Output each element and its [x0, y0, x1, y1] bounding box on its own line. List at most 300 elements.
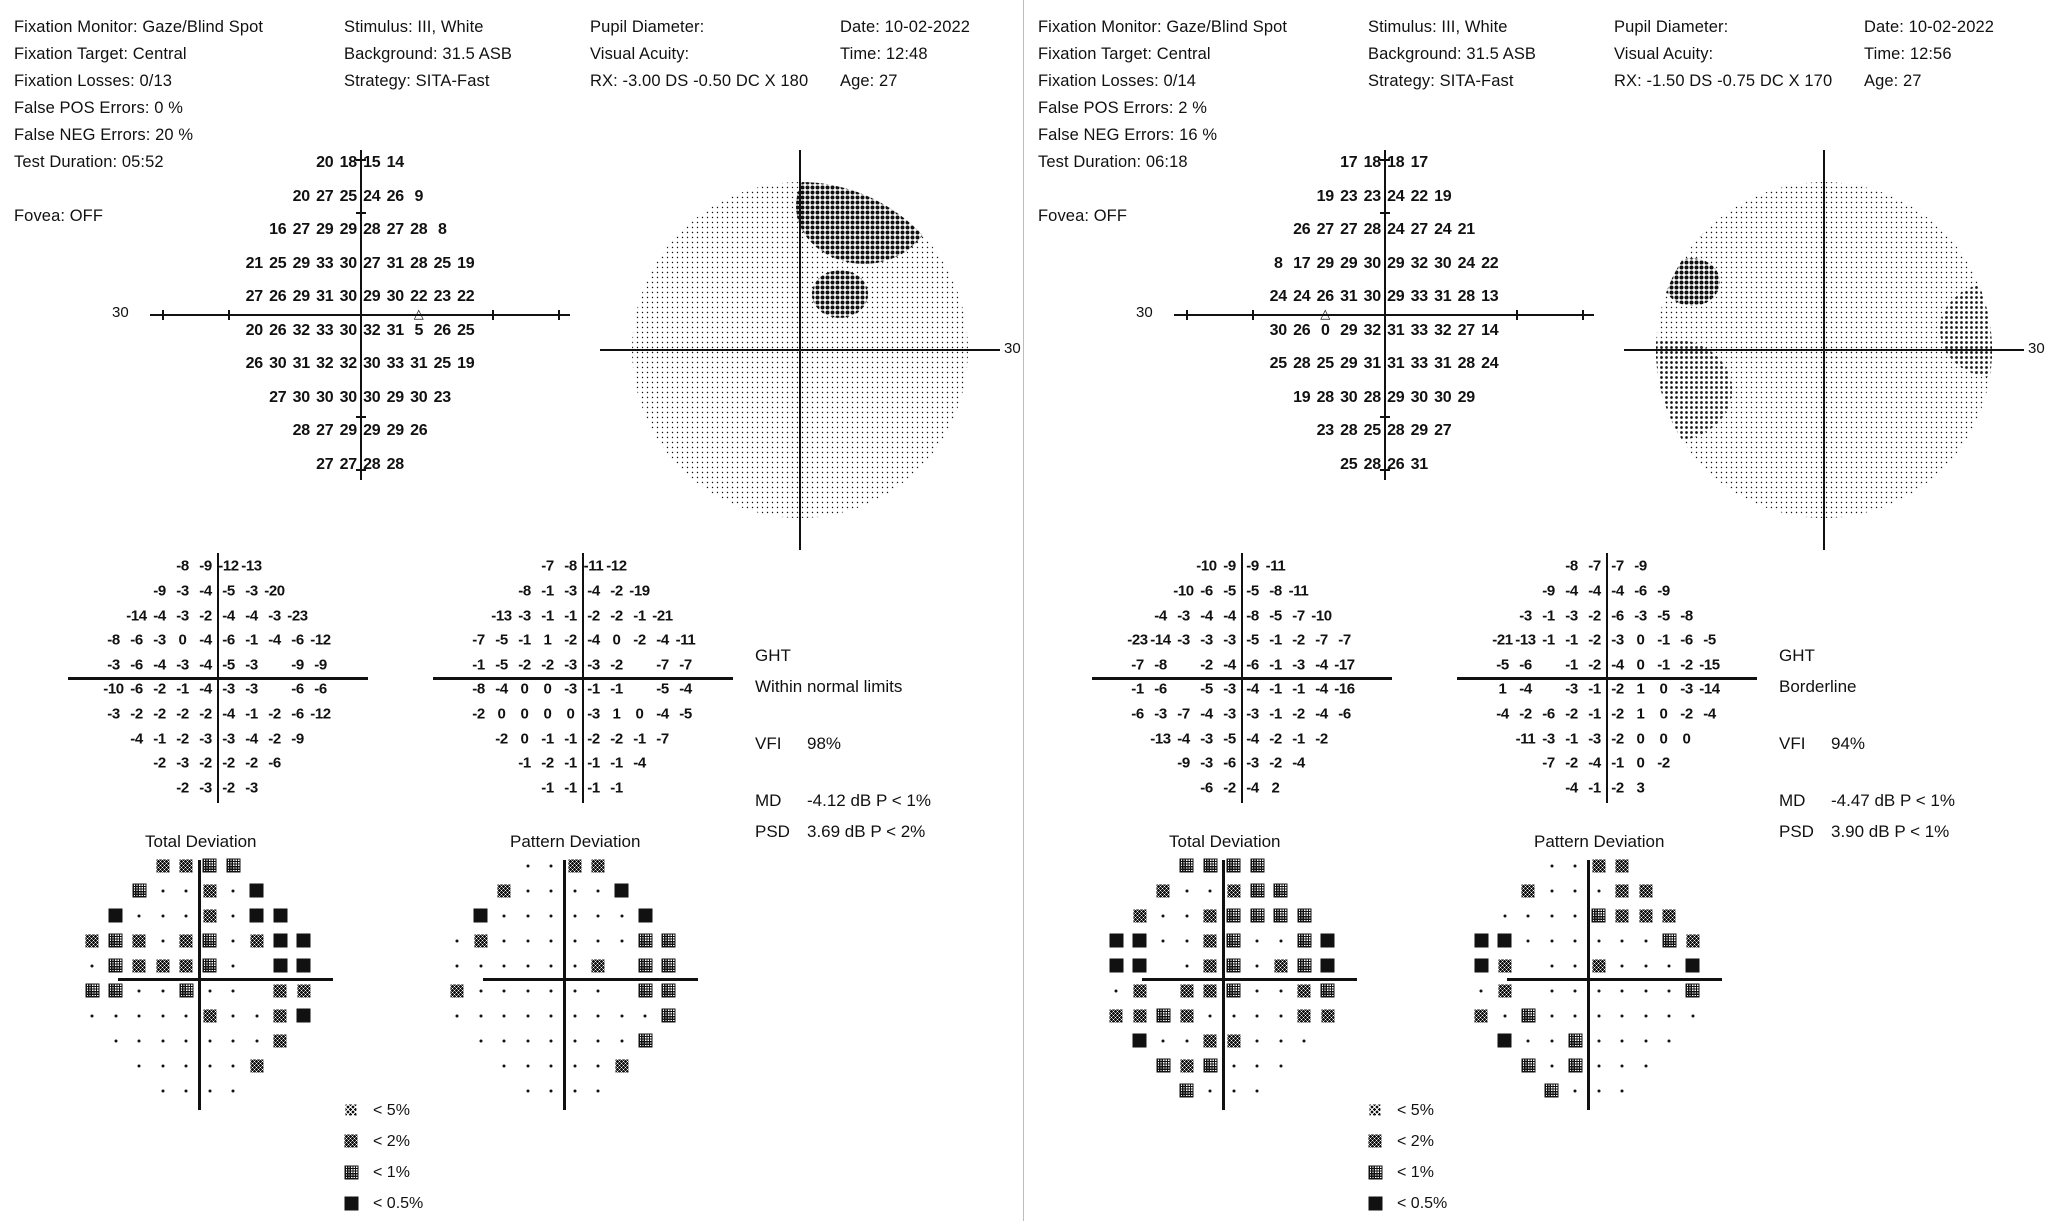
- deviation-value: -11: [1288, 582, 1309, 600]
- deviation-value: -4: [1519, 680, 1532, 698]
- sensitivity-value: 28: [292, 422, 310, 440]
- probability-symbol-dot: [1614, 932, 1631, 949]
- header-line: Fixation Losses: 0/13: [14, 72, 173, 90]
- probability-symbol-dot: [1543, 1007, 1560, 1024]
- probability-symbol-p1: [178, 982, 195, 999]
- deviation-value: -4: [1588, 754, 1601, 772]
- probability-horizontal-axis: [1142, 978, 1357, 981]
- psd-value: 3.69 dB P < 2%: [807, 822, 926, 841]
- probability-symbol-p2: [1131, 982, 1148, 999]
- probability-symbol-dot: [613, 1032, 630, 1049]
- pattern-deviation-numbers: [433, 553, 733, 803]
- deviation-value: -5: [1246, 582, 1259, 600]
- deviation-value: -2: [1611, 680, 1624, 698]
- sensitivity-value: 27: [1340, 221, 1358, 239]
- horizontal-meridian-axis: [150, 314, 570, 316]
- header-line: False POS Errors: 2 %: [1038, 99, 1207, 117]
- axis-tick-horizontal: [1252, 310, 1254, 320]
- sensitivity-value: 30: [363, 355, 381, 373]
- sensitivity-value: 24: [1293, 288, 1311, 306]
- sensitivity-value: 14: [1481, 321, 1499, 339]
- deviation-value: -1: [1269, 705, 1282, 723]
- probability-symbol-p05: [107, 907, 124, 924]
- probability-symbol-p1: [1202, 1057, 1219, 1074]
- deviation-value: -2: [472, 705, 485, 723]
- deviation-value: -2: [222, 754, 235, 772]
- deviation-value: -23: [287, 607, 308, 624]
- legend-label: < 5%: [373, 1101, 410, 1119]
- axis-tick-horizontal: [162, 310, 164, 320]
- probability-symbol-dot: [154, 882, 171, 899]
- probability-symbol-p05: [1496, 932, 1513, 949]
- probability-symbol-dot: [472, 1007, 489, 1024]
- deviation-value: -3: [222, 730, 235, 747]
- deviation-value: 0: [1659, 730, 1668, 747]
- sensitivity-value: 26: [1293, 321, 1311, 339]
- probability-symbol-p1: [637, 1032, 654, 1049]
- sensitivity-value: 32: [292, 321, 310, 339]
- probability-symbol-dot: [519, 857, 536, 874]
- probability-symbol-dot: [1225, 1057, 1242, 1074]
- deviation-value: -12: [310, 705, 331, 723]
- deviation-value: -7: [541, 557, 554, 575]
- deviation-value: -8: [564, 557, 577, 575]
- probability-symbol-dot: [519, 1032, 536, 1049]
- deviation-value: -10: [1173, 582, 1194, 600]
- deviation-horizontal-axis: [433, 677, 733, 680]
- deviation-value: -3: [1223, 631, 1236, 649]
- probability-symbol-dot: [178, 1032, 195, 1049]
- deviation-value: -11: [675, 631, 696, 649]
- sensitivity-value: 32: [363, 321, 381, 339]
- probability-symbol-p1: [1567, 1057, 1584, 1074]
- probability-symbol-dot: [201, 1082, 218, 1099]
- deviation-value: -1: [245, 631, 258, 649]
- header-line: Date: 10-02-2022: [1864, 18, 1995, 36]
- deviation-value: -21: [1492, 631, 1513, 649]
- axis-label-30: 30: [1136, 304, 1153, 321]
- total-deviation-symbol-plot: [1142, 860, 1422, 1110]
- probability-symbol-dot: [1496, 1007, 1513, 1024]
- sensitivity-value: 25: [339, 187, 357, 205]
- sensitivity-value: 19: [1434, 187, 1452, 205]
- probability-symbol-p05: [248, 882, 265, 899]
- axis-label-30: 30: [112, 304, 129, 321]
- probability-symbol-dot: [590, 932, 607, 949]
- sensitivity-value: 30: [269, 355, 287, 373]
- probability-symbol-p2: [131, 957, 148, 974]
- deviation-value: -4: [153, 656, 166, 674]
- deviation-horizontal-axis: [1457, 677, 1757, 680]
- header-line: Fixation Target: Central: [14, 45, 187, 63]
- deviation-value: -2: [268, 730, 281, 747]
- sensitivity-value: 31: [1340, 288, 1358, 306]
- legend-symbol-glyph: [1367, 1102, 1384, 1119]
- probability-symbol-dot: [1543, 1057, 1560, 1074]
- deviation-value: -13: [241, 557, 262, 575]
- deviation-value: -10: [103, 680, 124, 698]
- deviation-value: -3: [107, 656, 120, 674]
- sensitivity-value: 30: [1363, 254, 1381, 272]
- deviation-value: -10: [1311, 607, 1332, 624]
- probability-symbol-dot: [1567, 1007, 1584, 1024]
- header-line: Time: 12:56: [1864, 45, 1952, 63]
- deviation-value: -2: [153, 680, 166, 698]
- probability-symbol-dot: [1590, 982, 1607, 999]
- probability-vertical-axis: [1222, 860, 1225, 1110]
- deviation-value: -2: [1611, 779, 1624, 797]
- header-column-col2: [1368, 14, 1536, 95]
- probability-symbol-dot: [543, 932, 560, 949]
- probability-symbol-dot: [84, 957, 101, 974]
- probability-symbol-dot: [1614, 982, 1631, 999]
- probability-symbol-dot: [154, 982, 171, 999]
- probability-symbol-dot: [1473, 982, 1490, 999]
- grayscale-map: [1624, 150, 2045, 550]
- deviation-value: -2: [1680, 705, 1693, 723]
- deviation-value: -4: [222, 607, 235, 624]
- probability-symbol-dot: [248, 1007, 265, 1024]
- probability-symbol-dot: [566, 907, 583, 924]
- probability-symbol-dot: [1637, 1007, 1654, 1024]
- deviation-value: -2: [495, 730, 508, 747]
- deviation-value: 2: [1271, 779, 1280, 797]
- deviation-value: 0: [520, 730, 529, 747]
- deviation-value: -1: [610, 779, 623, 797]
- probability-symbol-dot: [178, 1057, 195, 1074]
- deviation-value: -7: [1588, 557, 1601, 575]
- deviation-value: -2: [610, 656, 623, 674]
- probability-symbol-dot: [1225, 1082, 1242, 1099]
- probability-symbol-dot: [1225, 1007, 1242, 1024]
- probability-symbol-dot: [154, 907, 171, 924]
- probability-symbol-p2: [1684, 932, 1701, 949]
- header-line: Fixation Monitor: Gaze/Blind Spot: [1038, 18, 1288, 36]
- sensitivity-value: 30: [339, 388, 357, 406]
- deviation-value: -1: [1657, 631, 1670, 649]
- md: [755, 785, 931, 816]
- probability-symbol-dot: [154, 1032, 171, 1049]
- sensitivity-value: 29: [1316, 254, 1334, 272]
- sensitivity-value: 27: [245, 288, 263, 306]
- probability-symbol-dot: [1543, 957, 1560, 974]
- sensitivity-value: 28: [363, 455, 381, 473]
- deviation-value: -4: [1703, 705, 1716, 723]
- probability-symbol-p1: [1590, 907, 1607, 924]
- deviation-value: -2: [1200, 656, 1213, 674]
- probability-symbol-dot: [1202, 1007, 1219, 1024]
- deviation-value: -3: [1292, 656, 1305, 674]
- sensitivity-value: 19: [457, 254, 475, 272]
- probability-symbol-p2: [1225, 1032, 1242, 1049]
- deviation-value: -1: [1269, 656, 1282, 674]
- deviation-value: -8: [1154, 656, 1167, 674]
- probability-symbol-p05: [248, 907, 265, 924]
- deviation-value: -4: [1246, 730, 1259, 747]
- sensitivity-value: 30: [1340, 388, 1358, 406]
- deviation-value: -5: [1703, 631, 1716, 649]
- probability-symbol-p1: [1249, 907, 1266, 924]
- deviation-value: -2: [1588, 631, 1601, 649]
- probability-symbol-p05: [272, 957, 289, 974]
- deviation-value: -8: [472, 680, 485, 698]
- probability-symbol-p1: [1155, 1007, 1172, 1024]
- probability-symbol-p05: [295, 932, 312, 949]
- legend-row: [342, 1157, 423, 1188]
- deviation-value: -3: [153, 631, 166, 649]
- probability-symbol-dot: [201, 1057, 218, 1074]
- deviation-value: -3: [222, 680, 235, 698]
- deviation-value: -6: [1223, 754, 1236, 772]
- deviation-value: -4: [1200, 705, 1213, 723]
- legend-symbol-p05: [1366, 1195, 1388, 1212]
- sensitivity-value: 27: [316, 455, 334, 473]
- sensitivity-value: 29: [292, 254, 310, 272]
- probability-symbol-dot: [1202, 1082, 1219, 1099]
- sensitivity-value: 30: [1363, 288, 1381, 306]
- sensitivity-value: 31: [1387, 321, 1405, 339]
- probability-symbol-dot: [225, 1082, 242, 1099]
- total-deviation-title: Total Deviation: [1169, 832, 1281, 851]
- probability-symbol-p1: [1225, 932, 1242, 949]
- probability-symbol-p2: [1296, 1007, 1313, 1024]
- vfi-label: VFI: [755, 734, 782, 753]
- probability-symbol-dot: [566, 882, 583, 899]
- sensitivity-value: 26: [1387, 455, 1405, 473]
- axis-tick-vertical: [356, 416, 366, 418]
- deviation-value: -12: [606, 557, 627, 575]
- sensitivity-value: 33: [1410, 321, 1428, 339]
- deviation-value: -14: [1699, 680, 1720, 698]
- probability-symbol-p2: [201, 882, 218, 899]
- blind-spot-marker: △: [413, 306, 424, 321]
- deviation-value: -1: [1292, 680, 1305, 698]
- probability-symbol-dot: [1249, 1057, 1266, 1074]
- axis-tick-horizontal: [1186, 310, 1188, 320]
- sensitivity-value: 27: [1457, 321, 1475, 339]
- sensitivity-value: 32: [339, 355, 357, 373]
- deviation-value: -2: [199, 607, 212, 624]
- probability-symbol-p2: [1520, 882, 1537, 899]
- probability-symbol-dot: [1272, 932, 1289, 949]
- sensitivity-value: 29: [339, 422, 357, 440]
- deviation-value: -3: [1200, 631, 1213, 649]
- probability-symbol-dot: [1567, 1082, 1584, 1099]
- deviation-value: -4: [656, 631, 669, 649]
- probability-symbol-dot: [1178, 957, 1195, 974]
- probability-symbol-dot: [1590, 1032, 1607, 1049]
- deviation-value: -13: [491, 607, 512, 624]
- sensitivity-value: 26: [433, 321, 451, 339]
- deviation-value: 0: [543, 705, 552, 723]
- deviation-value: -9: [1177, 754, 1190, 772]
- probability-symbol-dot: [131, 1007, 148, 1024]
- probability-symbol-dot: [1520, 907, 1537, 924]
- ght-label: GHT: [1779, 646, 1815, 665]
- sensitivity-value: 17: [1293, 254, 1311, 272]
- header-line: Background: 31.5 ASB: [344, 45, 513, 63]
- header-line: RX: -1.50 DS -0.75 DC X 170: [1614, 72, 1833, 90]
- probability-symbol-p2: [1131, 1007, 1148, 1024]
- probability-symbol-dot: [154, 932, 171, 949]
- sensitivity-value: 31: [1434, 355, 1452, 373]
- legend-symbol-glyph: [343, 1195, 360, 1212]
- probability-symbol-dot: [613, 932, 630, 949]
- probability-horizontal-axis: [483, 978, 698, 981]
- probability-symbol-dot: [519, 982, 536, 999]
- deviation-value: -2: [1588, 607, 1601, 624]
- probability-symbol-dot: [1614, 1057, 1631, 1074]
- probability-symbol-dot: [543, 1057, 560, 1074]
- deviation-value: -9: [1634, 557, 1647, 575]
- probability-symbol-dot: [543, 982, 560, 999]
- deviation-value: -4: [1315, 680, 1328, 698]
- probability-symbol-p05: [1684, 957, 1701, 974]
- legend-symbol-glyph: [343, 1164, 360, 1181]
- probability-symbol-p2: [1202, 1032, 1219, 1049]
- probability-symbol-p1: [107, 932, 124, 949]
- probability-symbol-p2: [154, 857, 171, 874]
- probability-symbol-p2: [201, 1007, 218, 1024]
- deviation-value: -5: [1200, 680, 1213, 698]
- probability-symbol-p1: [1202, 857, 1219, 874]
- probability-symbol-p05: [272, 907, 289, 924]
- deviation-value: -8: [1680, 607, 1693, 624]
- probability-symbol-p1: [660, 1007, 677, 1024]
- probability-symbol-dot: [1590, 1057, 1607, 1074]
- probability-symbol-p1: [1319, 982, 1336, 999]
- sensitivity-value: 22: [1410, 187, 1428, 205]
- sensitivity-value: 29: [1340, 355, 1358, 373]
- probability-symbol-p1: [1661, 932, 1678, 949]
- sensitivity-value: 26: [386, 187, 404, 205]
- probability-symbol-dot: [543, 907, 560, 924]
- deviation-value: -3: [176, 582, 189, 600]
- probability-symbol-p2: [566, 857, 583, 874]
- deviation-value: -7: [656, 656, 669, 674]
- deviation-value: -6: [291, 705, 304, 723]
- probability-symbol-dot: [1249, 957, 1266, 974]
- psd: [755, 816, 931, 847]
- deviation-value: -3: [1200, 754, 1213, 772]
- probability-symbol-p05: [613, 882, 630, 899]
- probability-symbol-dot: [1520, 932, 1537, 949]
- probability-symbol-p1: [201, 957, 218, 974]
- deviation-value: -5: [495, 631, 508, 649]
- probability-symbol-p2: [1155, 882, 1172, 899]
- deviation-value: -8: [518, 582, 531, 600]
- deviation-value: -1: [1588, 705, 1601, 723]
- deviation-value: -6: [1246, 656, 1259, 674]
- deviation-value: -3: [245, 680, 258, 698]
- sensitivity-value: 30: [363, 388, 381, 406]
- deviation-value: -1: [587, 680, 600, 698]
- sensitivity-value: 31: [1434, 288, 1452, 306]
- legend-label: < 1%: [373, 1163, 410, 1181]
- deviation-value: -2: [176, 730, 189, 747]
- sensitivity-value: 18: [1363, 154, 1381, 172]
- deviation-value: 0: [1636, 656, 1645, 674]
- deviation-value: -4: [633, 754, 646, 772]
- probability-symbol-dot: [1661, 957, 1678, 974]
- deviation-value: -6: [1680, 631, 1693, 649]
- sensitivity-value: 25: [457, 321, 475, 339]
- probability-symbol-dot: [1637, 1057, 1654, 1074]
- probability-symbol-dot: [1567, 857, 1584, 874]
- deviation-value: -3: [1200, 730, 1213, 747]
- probability-symbol-p2: [1614, 907, 1631, 924]
- deviation-value: 1: [543, 631, 552, 649]
- header-line: Visual Acuity:: [590, 45, 690, 63]
- sensitivity-value: 24: [1481, 355, 1499, 373]
- sensitivity-value: 30: [292, 388, 310, 406]
- deviation-value: -11: [1265, 557, 1286, 575]
- deviation-value: -1: [1565, 631, 1578, 649]
- deviation-value: -4: [1223, 656, 1236, 674]
- deviation-value: -9: [153, 582, 166, 600]
- deviation-value: -13: [1515, 631, 1536, 649]
- deviation-value: -2: [1292, 705, 1305, 723]
- sensitivity-value: 8: [1273, 254, 1283, 272]
- deviation-value: -12: [218, 557, 239, 575]
- sensitivity-value: 27: [316, 422, 334, 440]
- probability-symbol-dot: [1661, 982, 1678, 999]
- probability-symbol-dot: [178, 1007, 195, 1024]
- probability-symbol-dot: [1684, 1007, 1701, 1024]
- probability-symbol-p1: [637, 957, 654, 974]
- deviation-value: -1: [1565, 656, 1578, 674]
- deviation-value: -5: [1269, 607, 1282, 624]
- header-column-col2: [344, 14, 512, 95]
- probability-symbol-p05: [1473, 932, 1490, 949]
- probability-symbol-p1: [1520, 1057, 1537, 1074]
- probability-symbol-p05: [1496, 1032, 1513, 1049]
- deviation-value: -3: [245, 656, 258, 674]
- vfi-value: 98%: [807, 734, 842, 753]
- probability-symbol-dot: [1155, 932, 1172, 949]
- sensitivity-value: 28: [1316, 388, 1334, 406]
- probability-symbol-dot: [1155, 1032, 1172, 1049]
- header-line: Age: 27: [840, 72, 898, 90]
- sensitivity-value: 28: [363, 221, 381, 239]
- axis-tick-vertical: [1380, 212, 1390, 214]
- probability-symbol-dot: [1543, 857, 1560, 874]
- probability-symbol-dot: [543, 1007, 560, 1024]
- probability-symbol-p1: [1567, 1032, 1584, 1049]
- probability-symbol-dot: [1543, 982, 1560, 999]
- probability-symbol-dot: [519, 907, 536, 924]
- deviation-value: 0: [1659, 680, 1668, 698]
- probability-symbol-p2: [613, 1057, 630, 1074]
- probability-symbol-dot: [1590, 882, 1607, 899]
- legend-row: [1366, 1188, 1447, 1219]
- deviation-value: -1: [587, 779, 600, 797]
- probability-symbol-p2: [1496, 957, 1513, 974]
- deviation-value: -3: [1565, 607, 1578, 624]
- probability-symbol-p05: [637, 907, 654, 924]
- probability-symbol-dot: [496, 982, 513, 999]
- total-deviation-symbol-plot: [118, 860, 398, 1110]
- probability-symbol-p1: [1249, 882, 1266, 899]
- sensitivity-value: 20: [316, 154, 334, 172]
- deviation-value: -7: [1292, 607, 1305, 624]
- md-label: MD: [755, 791, 782, 810]
- probability-symbol-dot: [449, 932, 466, 949]
- deviation-value: -1: [541, 730, 554, 747]
- deviation-value: -6: [1131, 705, 1144, 723]
- deviation-value: -1: [541, 607, 554, 624]
- sensitivity-value: 32: [1410, 254, 1428, 272]
